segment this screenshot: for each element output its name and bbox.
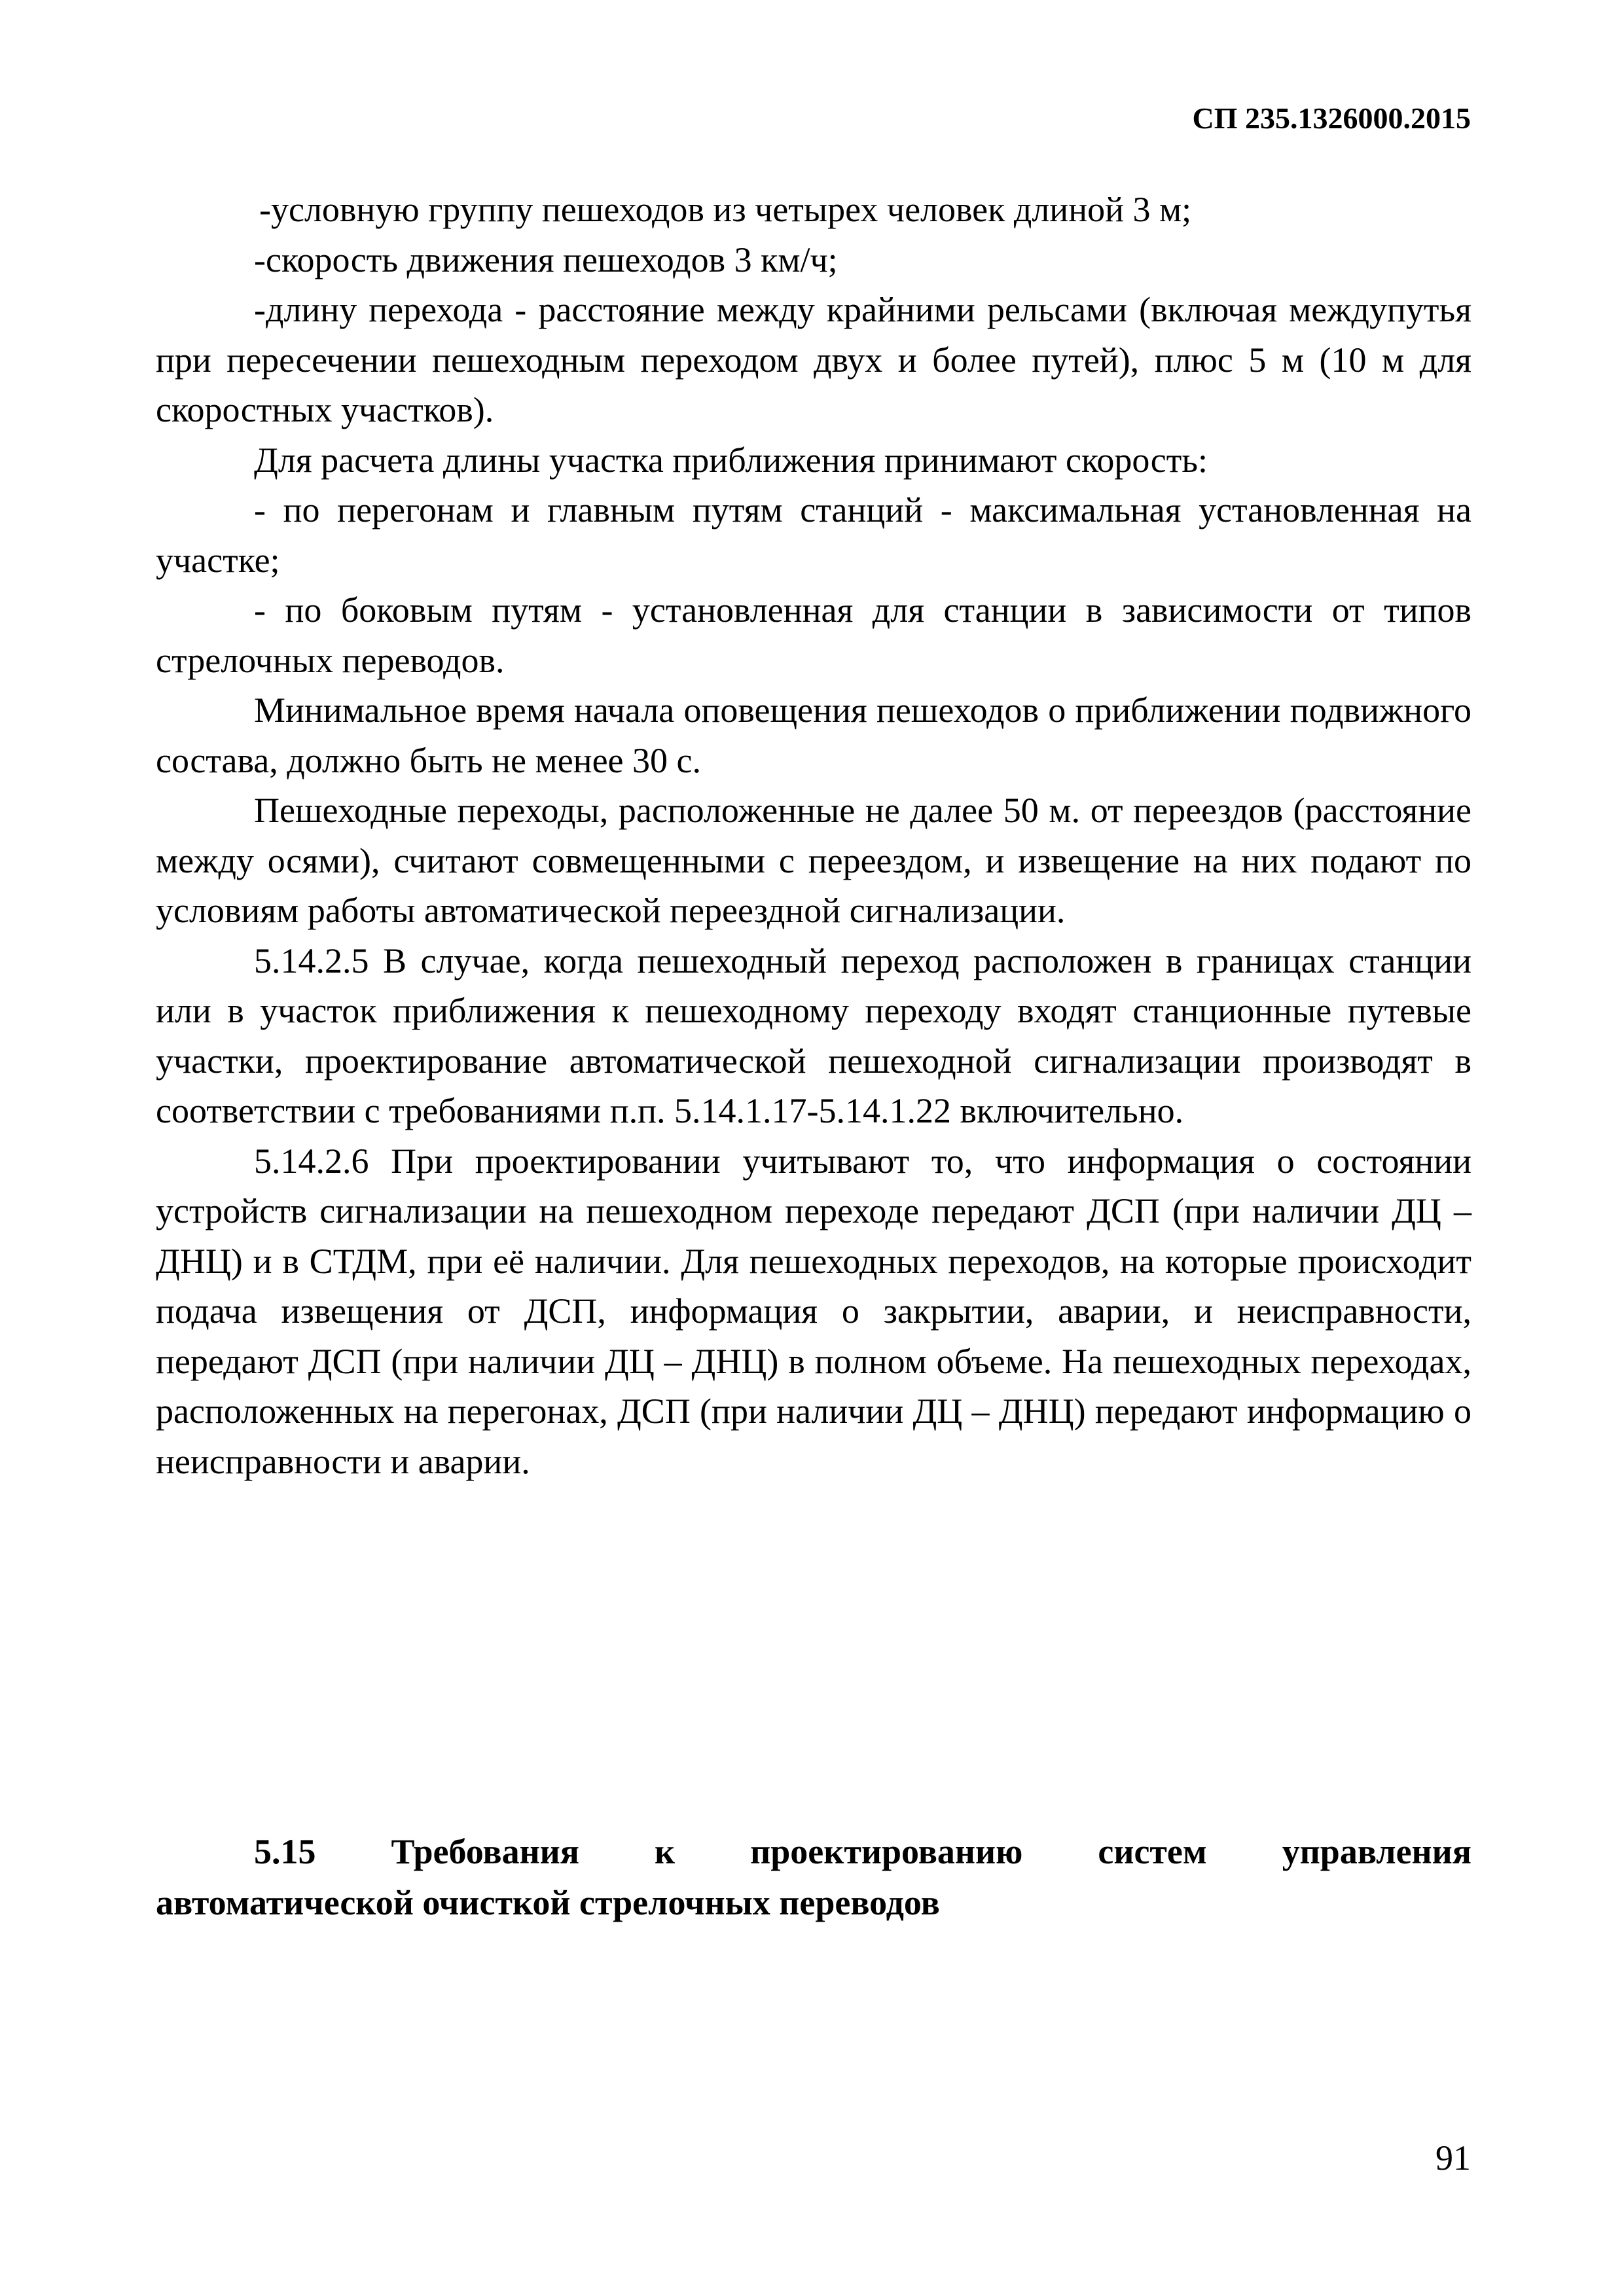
paragraph-approach-speed: Для расчета длины участка приближения принимают скорость: [254, 440, 1208, 480]
section-title-word: проектированию [750, 1832, 1023, 1871]
section-title-word: управления [1282, 1832, 1471, 1871]
paragraph-clause-5-14-2-5: 5.14.2.5 В случае, когда пешеходный переход расположен в границах станции или в участок приближения к пешеходному переходу входят станционные путевые участки, проектирование автоматической пешеходной сигнализации производят в соответствии с требованиями п.п. 5.14.1.17-5.14.1.22 включительно. [156, 941, 1471, 1130]
section-heading-line-1 [156, 1826, 1471, 1877]
section-title-word: систем [1098, 1832, 1207, 1871]
section-title-word: к [655, 1832, 676, 1871]
body-text [156, 185, 1471, 1486]
document-code-header: СП 235.1326000.2015 [1192, 101, 1471, 135]
paragraph-warning-time: Минимальное время начала оповещения пешеходов о приближении подвижного состава, должно быть не менее 30 с. [156, 691, 1471, 780]
paragraph-pedestrian-group: -условную группу пешеходов из четырех человек длиной 3 м; [259, 190, 1192, 229]
paragraph-crossing-length: -длину перехода - расстояние между крайними рельсами (включая междупутья при пересечении пешеходным переходом двух и более путей), плюс 5 м (10 м для скоростных участков). [156, 290, 1471, 429]
page-number: 91 [1435, 2138, 1471, 2178]
paragraph-clause-5-14-2-6: 5.14.2.6 При проектировании учитывают то, что информация о состоянии устройств сигнализации на пешеходном переходе передают ДСП (при наличии ДЦ – ДНЦ) и в СТДМ, при её наличии. Для пешеходных переходов, на которые происходит подача извещения от ДСП, информация о закрытии, аварии, и неисправности, передают ДСП (при наличии ДЦ – ДНЦ) в полном объеме. На пешеходных переходах, расположенных на перегонах, ДСП (при наличии ДЦ – ДНЦ) передают информацию о неисправности и аварии. [156, 1141, 1471, 1481]
section-heading [156, 1826, 1471, 1928]
paragraph-pedestrian-speed: -скорость движения пешеходов 3 км/ч; [254, 240, 838, 279]
section-heading-line-2: автоматической очисткой стрелочных переводов [156, 1883, 940, 1922]
paragraph-main-tracks: - по перегонам и главным путям станций - максимальная установленная на участке; [156, 490, 1471, 580]
paragraph-combined-crossings: Пешеходные переходы, расположенные не далее 50 м. от переездов (расстояние между осями), считают совмещенными с переездом, и извещение на них подают по условиям работы автоматической переездной сигнализации. [156, 791, 1471, 930]
section-number: 5.15 [254, 1832, 316, 1871]
paragraph-side-tracks: - по боковым путям - установленная для станции в зависимости от типов стрелочных переводов. [156, 590, 1471, 680]
section-title-word: Требования [391, 1832, 580, 1871]
